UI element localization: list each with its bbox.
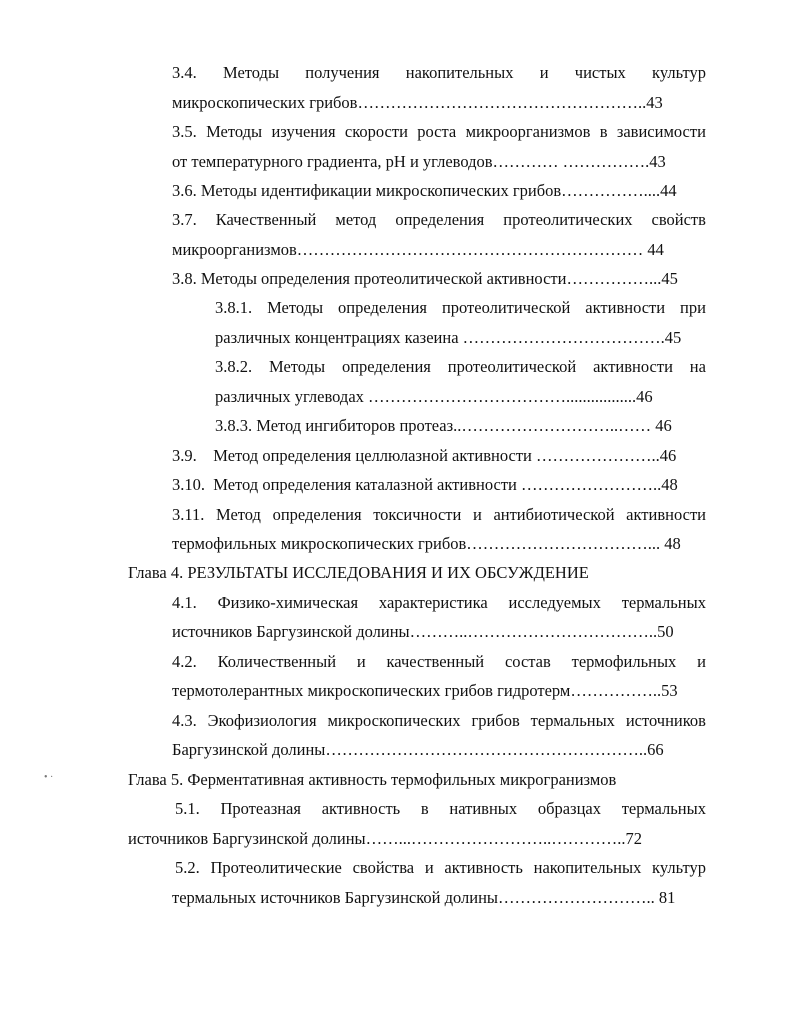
- toc-word: 4.3.: [172, 711, 197, 730]
- toc-word: термальных: [621, 799, 706, 818]
- toc-word: Физико-химическая: [217, 593, 359, 612]
- toc-word: Методы: [206, 122, 263, 141]
- toc-word: метод: [335, 210, 377, 229]
- toc-word: определения: [395, 210, 485, 229]
- toc-word: антибиотической: [493, 505, 615, 524]
- toc-word: культур: [652, 858, 706, 877]
- toc-entry-4-3-line2: Баргузинской долины…………………………………………………..66: [172, 740, 664, 759]
- toc-word: источников: [625, 711, 706, 730]
- toc-word: активности: [593, 357, 673, 376]
- toc-word: 5.2.: [175, 858, 200, 877]
- toc-entry-3-7-line1: [172, 210, 706, 230]
- toc-word: накопительных: [405, 63, 514, 82]
- toc-word: 3.8.2.: [215, 357, 253, 376]
- toc-word: свойства: [352, 858, 415, 877]
- toc-word: качественный: [386, 652, 485, 671]
- toc-word: состав: [504, 652, 551, 671]
- toc-word: 3.5.: [172, 122, 197, 141]
- toc-word: исследуемых: [508, 593, 601, 612]
- toc-entry-3-8-3: 3.8.3. Метод ингибиторов протеаз..………………………..…… 46: [215, 416, 672, 435]
- toc-word: и: [356, 652, 366, 671]
- toc-entry-5-2-line2: термальных источников Баргузинской долины……………………….. 81: [172, 888, 676, 907]
- toc-word: 5.1.: [175, 799, 200, 818]
- toc-word: изучения: [271, 122, 336, 141]
- toc-word: определения: [341, 357, 431, 376]
- toc-entry-3-7-line2: микроорганизмов……………………………………………………… 44: [172, 240, 664, 259]
- toc-entry-4-2-line1: [172, 652, 706, 672]
- toc-word: 4.2.: [172, 652, 197, 671]
- toc-word: скорости: [344, 122, 408, 141]
- toc-word: Экофизиология: [207, 711, 317, 730]
- toc-entry-4-3-line1: [172, 711, 706, 731]
- toc-word: и: [697, 652, 706, 671]
- toc-word: определения: [272, 505, 362, 524]
- toc-entry-3-9: 3.9. Метод определения целлюлазной активности …………………..46: [172, 446, 677, 465]
- toc-word: термофильных: [571, 652, 677, 671]
- toc-entry-3-6: 3.6. Методы идентификации микроскопических грибов……………....44: [172, 181, 677, 200]
- toc-entry-3-8: 3.8. Методы определения протеолитической активности……………...45: [172, 269, 678, 288]
- toc-entry-3-5-line1: [172, 122, 706, 142]
- toc-word: микроорганизмов: [465, 122, 591, 141]
- toc-entry-4-1-line2: источников Баргузинской долины………..……………………………..50: [172, 622, 674, 641]
- toc-word: Методы: [269, 357, 326, 376]
- toc-word: Протеазная: [220, 799, 301, 818]
- toc-word: характеристика: [378, 593, 488, 612]
- toc-word: 3.7.: [172, 210, 197, 229]
- toc-word: активность: [321, 799, 401, 818]
- toc-word: микроскопических: [327, 711, 461, 730]
- toc-word: 3.4.: [172, 63, 197, 82]
- toc-word: чистых: [574, 63, 626, 82]
- toc-word: Протеолитические: [210, 858, 342, 877]
- toc-word: термальных: [530, 711, 615, 730]
- toc-word: в: [599, 122, 608, 141]
- toc-entry-3-8-1-line2: различных концентрациях казеина ……………………………….45: [215, 328, 682, 347]
- toc-word: роста: [417, 122, 457, 141]
- toc-entry-3-8-1-line1: [215, 298, 706, 318]
- toc-word: термальных: [621, 593, 706, 612]
- toc-word: зависимости: [616, 122, 706, 141]
- toc-word: в: [420, 799, 429, 818]
- toc-entry-3-11-line2: термофильных микроскопических грибов……………………………... 48: [172, 534, 681, 553]
- toc-entry-5-1-line1: [175, 799, 706, 819]
- toc-word: 3.8.1.: [215, 298, 253, 317]
- toc-word: нативных: [449, 799, 518, 818]
- toc-chapter-5: Глава 5. Ферментативная активность термофильных микрогранизмов: [128, 770, 617, 789]
- toc-entry-5-1-line2: источников Баргузинской долины……...……………………..…………..72: [128, 829, 643, 848]
- toc-word: получения: [305, 63, 380, 82]
- toc-entry-4-2-line2: термотолерантных микроскопических грибов гидротерм……………..53: [172, 681, 678, 700]
- toc-word: протеолитических: [503, 210, 633, 229]
- toc-word: определения: [338, 298, 427, 317]
- toc-word: при: [680, 298, 706, 317]
- toc-word: грибов: [471, 711, 520, 730]
- toc-word: Качественный: [215, 210, 317, 229]
- toc-entry-3-5-line2: от температурного градиента, рН и углеводов………… …………….43: [172, 152, 666, 171]
- toc-entry-5-2-line1: [175, 858, 706, 878]
- toc-word: Количественный: [217, 652, 337, 671]
- toc-entry-3-4-line2: микроскопических грибов……………………………………………..43: [172, 93, 663, 112]
- toc-entry-4-1-line1: [172, 593, 706, 613]
- toc-word: и: [424, 858, 434, 877]
- toc-word: активности: [585, 298, 666, 317]
- toc-entry-3-10: 3.10. Метод определения каталазной активности ……………………..48: [172, 475, 678, 494]
- toc-word: 4.1.: [172, 593, 197, 612]
- toc-entry-3-4-line1: [172, 63, 706, 83]
- toc-word: культур: [652, 63, 706, 82]
- toc-entry-3-8-2-line2: различных углеводах ……………………………….................46: [215, 387, 653, 406]
- toc-word: активность: [444, 858, 523, 877]
- toc-word: 3.11.: [172, 505, 205, 524]
- scan-speck: • ·: [44, 772, 54, 783]
- toc-entry-3-11-line1: [172, 505, 706, 525]
- toc-entry-3-8-2-line1: [215, 357, 706, 377]
- toc-word: токсичности: [373, 505, 462, 524]
- toc-word: накопительных: [533, 858, 642, 877]
- toc-word: на: [689, 357, 706, 376]
- toc-word: протеолитической: [441, 298, 571, 317]
- toc-chapter-4: Глава 4. РЕЗУЛЬТАТЫ ИССЛЕДОВАНИЯ И ИХ ОБСУЖДЕНИЕ: [128, 563, 589, 582]
- toc-word: Методы: [267, 298, 324, 317]
- toc-word: образцах: [537, 799, 601, 818]
- toc-word: Метод: [216, 505, 261, 524]
- toc-word: и: [539, 63, 549, 82]
- toc-word: активности: [626, 505, 706, 524]
- toc-word: Методы: [223, 63, 280, 82]
- toc-word: протеолитической: [447, 357, 577, 376]
- toc-word: и: [472, 505, 482, 524]
- toc-word: свойств: [651, 210, 706, 229]
